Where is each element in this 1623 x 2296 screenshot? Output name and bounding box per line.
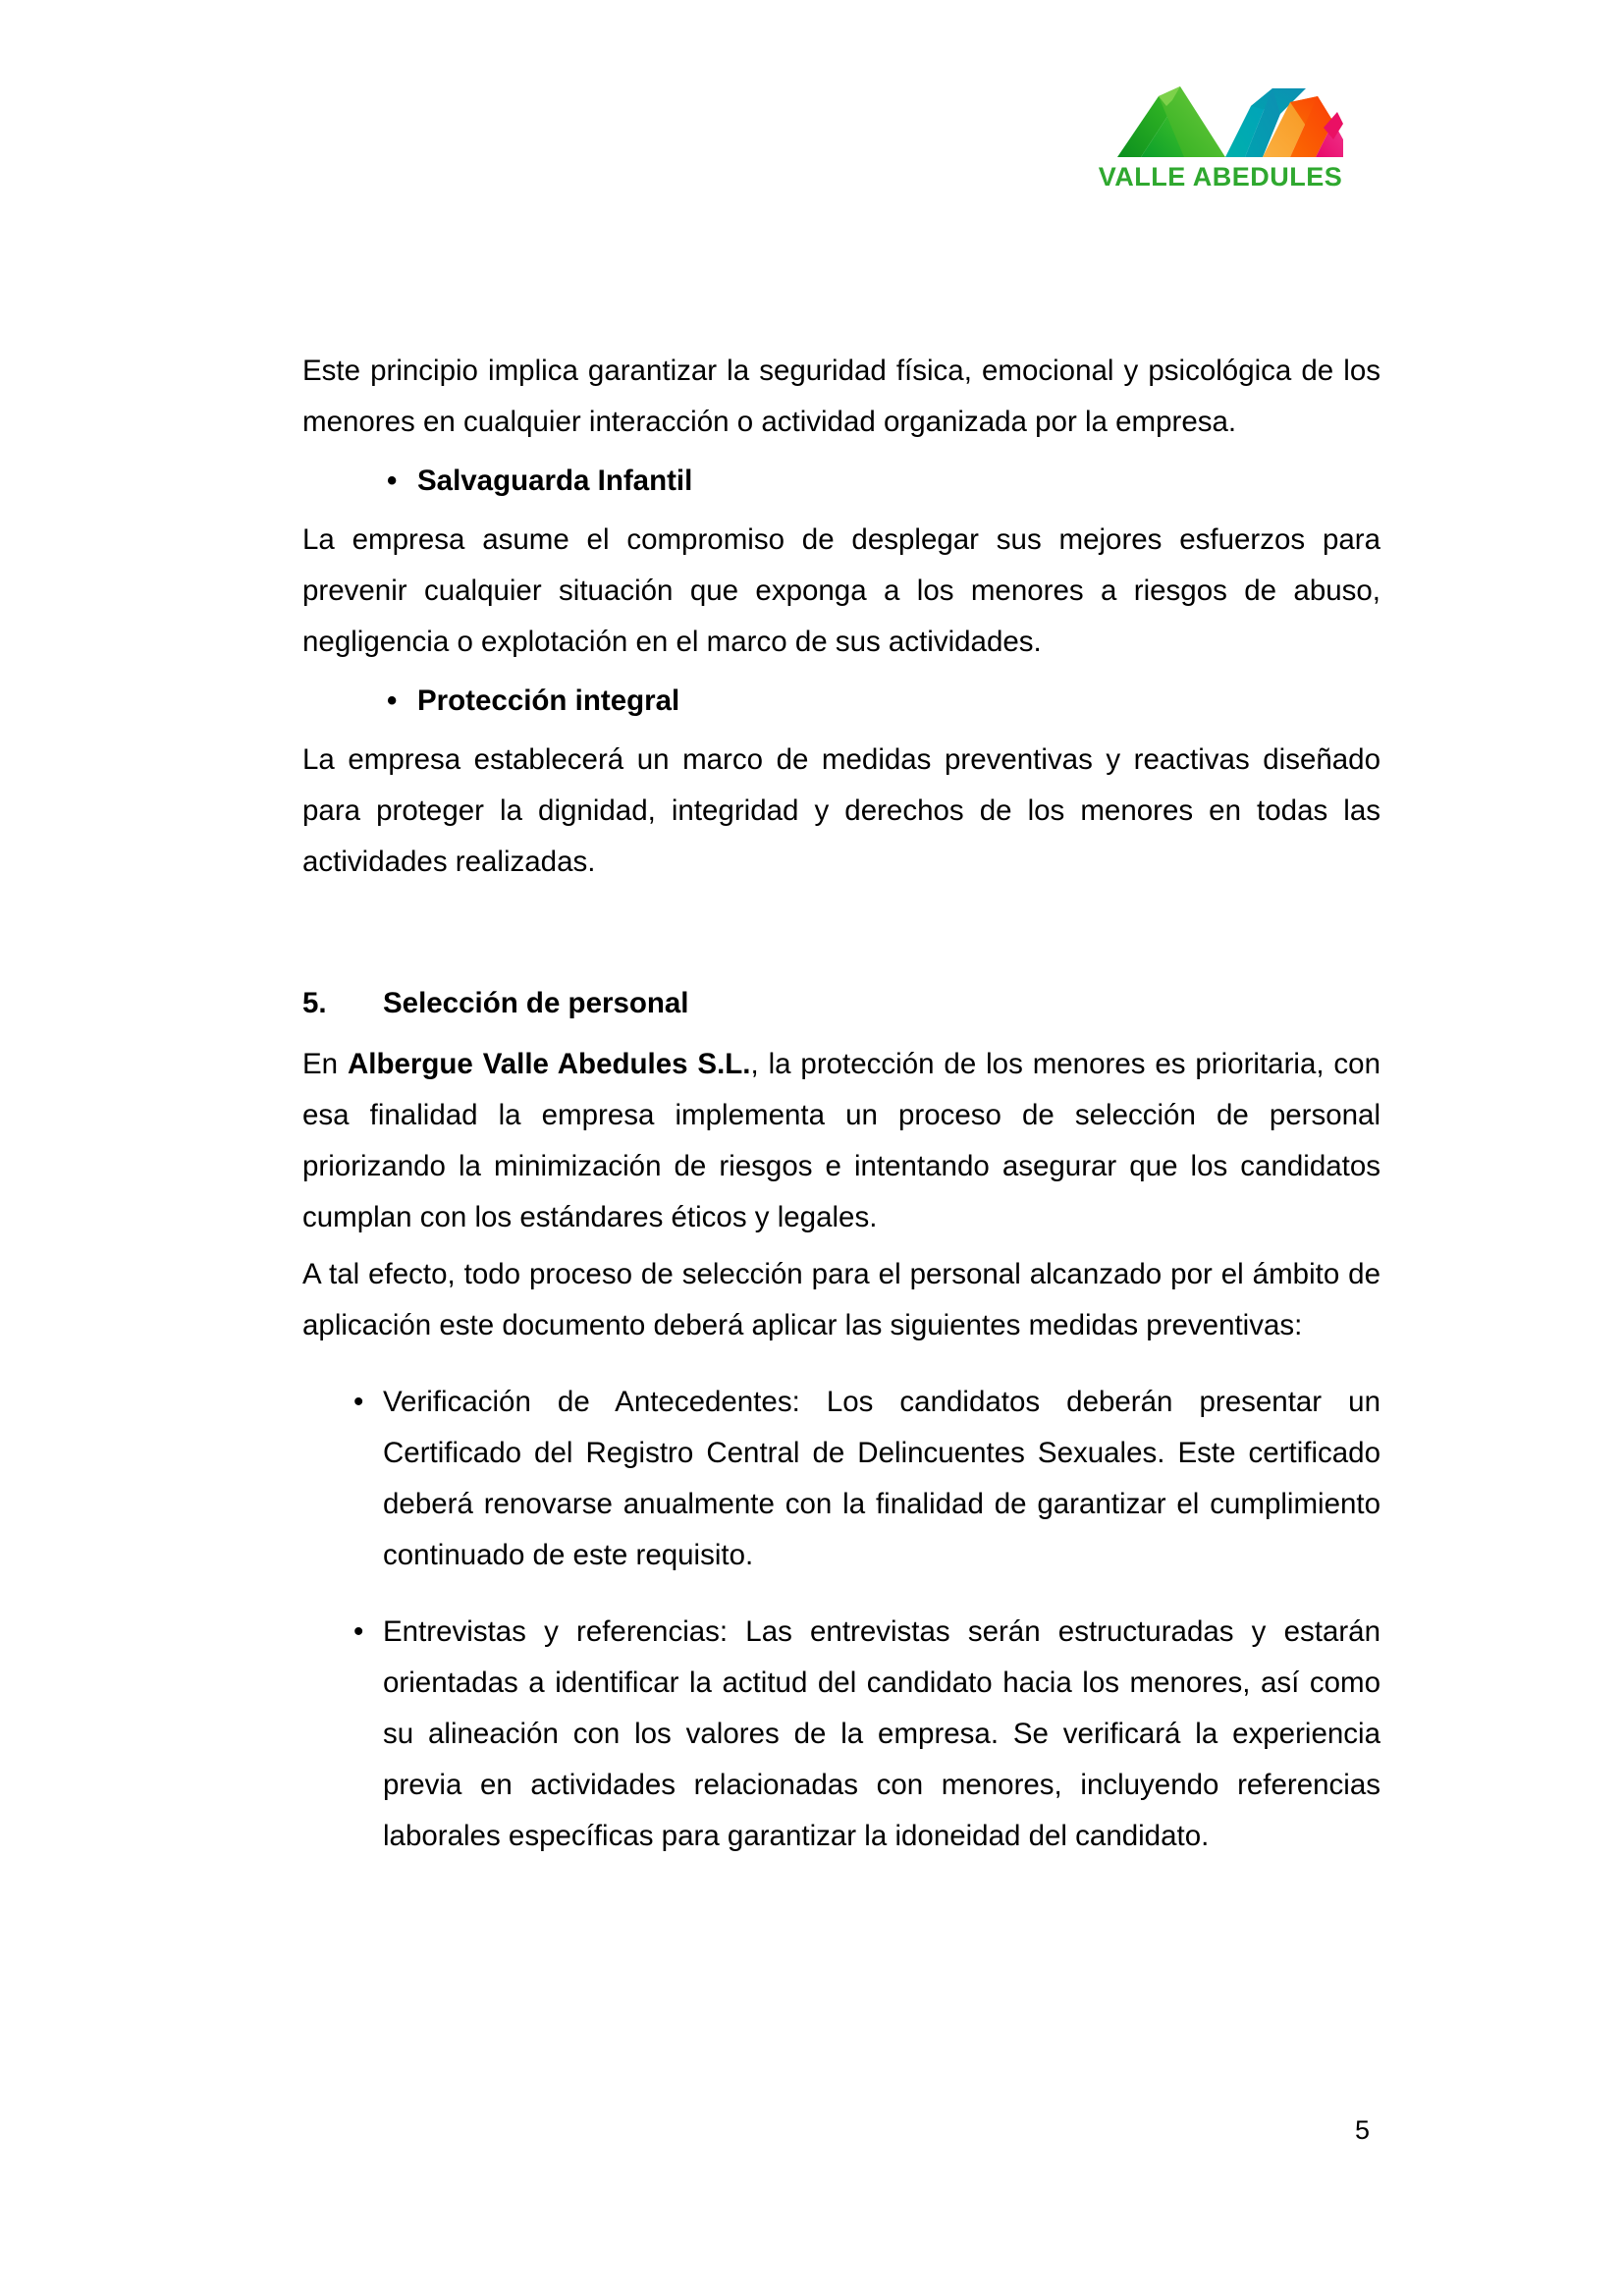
paragraph-proteccion-integral: La empresa establecerá un marco de medidas preventivas y reactivas diseñado para proteger la dignidad, integridad y derechos de los menores en todas las actividades realizadas. xyxy=(302,743,1380,878)
paragraph-salvaguarda-infantil: La empresa asume el compromiso de desplegar sus mejores esfuerzos para prevenir cualquier situación que exponga a los menores a riesgos de abuso, negligencia o explotación en el marco de sus actividades. xyxy=(302,523,1380,658)
bullet-heading-label: Salvaguarda Infantil xyxy=(417,465,693,497)
bullet-heading-salvaguarda-infantil xyxy=(302,456,1380,507)
section-paragraph-2: A tal efecto, todo proceso de selección para el personal alcanzado por el ámbito de aplicación este documento deberá aplicar las siguientes medidas preventivas: xyxy=(302,1258,1380,1341)
section-number: 5. xyxy=(302,987,327,1019)
paragraph-suffix: , la protección de los menores es prioritaria, con esa finalidad la empresa implementa un proceso de selección de personal priorizando la minimización de riesgos e intentando asegurar que los candidatos cumplan con los estándares éticos y legales. xyxy=(302,1048,1380,1233)
measure-item-entrevistas-referencias xyxy=(302,1607,1380,1862)
bullet-dot-icon: • xyxy=(387,465,398,497)
paragraph-prefix: En xyxy=(302,1048,348,1080)
company-name-bold: Albergue Valle Abedules S.L. xyxy=(347,1048,751,1080)
measure-item-text: Entrevistas y referencias: Las entrevistas serán estructuradas y estarán orientadas a identificar la actitud del candidato hacia los menores, así como su alineación con los valores de la empresa. Se verificará la experiencia previa en actividades relacionadas con menores, incluyendo referencias laborales específicas para garantizar la idoneidad del candidato. xyxy=(383,1615,1380,1852)
valle-abedules-mountain-icon xyxy=(1098,67,1343,160)
section-heading-seleccion-de-personal xyxy=(302,978,1380,1029)
bullet-heading-proteccion-integral xyxy=(302,676,1380,727)
page-number: 5 xyxy=(1355,2115,1371,2145)
bullet-dot-icon: • xyxy=(353,1386,364,1418)
section-spacer xyxy=(302,894,1380,927)
section-title: Selección de personal xyxy=(383,987,689,1019)
measure-item-verificacion-antecedentes xyxy=(302,1377,1380,1581)
company-logo xyxy=(1098,67,1343,194)
measure-item-text: Verificación de Antecedentes: Los candidatos deberán presentar un Certificado del Registro Central de Delincuentes Sexuales. Este certificado deberá renovarse anualmente con la finalidad de garantizar el cumplimiento continuado de este requisito. xyxy=(383,1386,1380,1571)
bullet-dot-icon: • xyxy=(353,1615,364,1648)
intro-paragraph: Este principio implica garantizar la seguridad física, emocional y psicológica de los menores en cualquier interacción o actividad organizada por la empresa. xyxy=(302,355,1380,438)
logo-wordmark: VALLE ABEDULES xyxy=(1098,162,1343,191)
bullet-heading-label: Protección integral xyxy=(417,684,680,717)
page-header xyxy=(0,0,1623,236)
section-paragraph-1 xyxy=(302,1039,1380,1243)
document-body xyxy=(302,346,1380,1862)
bullet-dot-icon: • xyxy=(387,684,398,717)
